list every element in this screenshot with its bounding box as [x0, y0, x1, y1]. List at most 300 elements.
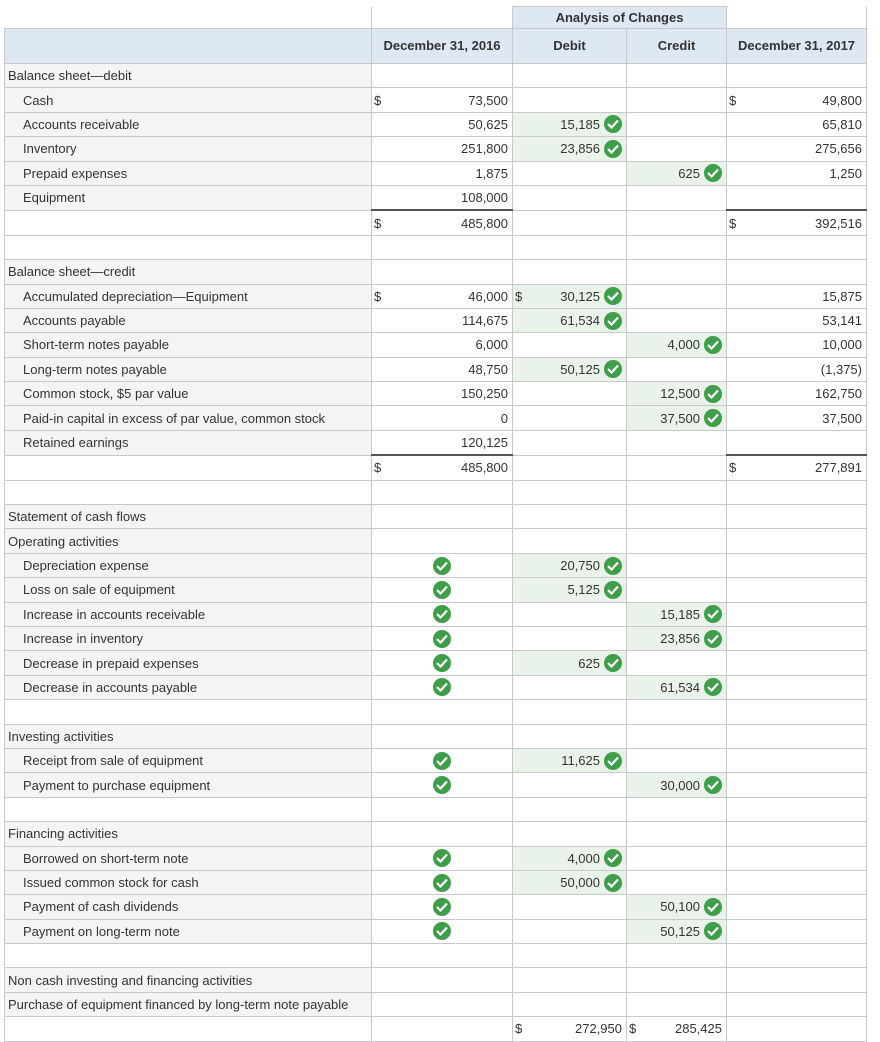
- credit-cell[interactable]: [627, 137, 727, 161]
- empty-cell: [727, 529, 867, 553]
- begin-cell[interactable]: [372, 112, 513, 136]
- table-row: [5, 919, 867, 943]
- empty-cell: [727, 944, 867, 968]
- begin-cell[interactable]: [372, 284, 513, 308]
- empty-cell: [727, 846, 867, 870]
- check-cell: [372, 675, 513, 699]
- credit-cell[interactable]: [627, 430, 727, 455]
- spacer-row: [5, 700, 867, 724]
- dollar-sign: $: [374, 215, 382, 231]
- empty-cell: [727, 260, 867, 284]
- begin-cell-value[interactable]: 150,250: [461, 386, 508, 402]
- end-cell[interactable]: [727, 333, 867, 357]
- end-cell-value[interactable]: 37,500: [822, 410, 862, 426]
- credit-cell-value[interactable]: 37,500: [660, 410, 700, 426]
- check-cell: [372, 919, 513, 943]
- total-end-cell-value[interactable]: 392,516: [815, 215, 862, 231]
- begin-cell-value[interactable]: 251,800: [461, 141, 508, 157]
- empty-cell: [727, 797, 867, 821]
- row-label: Retained earnings: [5, 430, 372, 455]
- empty-cell: [627, 455, 727, 480]
- empty-cell: [513, 235, 627, 259]
- section-label: Investing activities: [5, 724, 372, 748]
- debit-cell[interactable]: [513, 675, 627, 699]
- check-icon: [704, 164, 722, 182]
- end-cell[interactable]: [727, 161, 867, 185]
- empty-cell: [627, 797, 727, 821]
- check-cell: [372, 578, 513, 602]
- total-row: [5, 455, 867, 480]
- empty-cell: [372, 64, 513, 88]
- check-icon: [433, 557, 451, 575]
- grand-total-credit-cell[interactable]: [627, 1017, 727, 1041]
- empty-cell: [372, 724, 513, 748]
- begin-cell-value[interactable]: 73,500: [468, 92, 508, 108]
- empty-cell: [513, 700, 627, 724]
- check-cell: [372, 773, 513, 797]
- spacer-row: [5, 944, 867, 968]
- debit-cell[interactable]: [513, 284, 627, 308]
- end-cell-value[interactable]: 275,656: [815, 141, 862, 157]
- begin-cell[interactable]: [372, 161, 513, 185]
- credit-cell[interactable]: [627, 675, 727, 699]
- section-label: Financing activities: [5, 822, 372, 846]
- check-icon: [604, 581, 622, 599]
- empty-cell: [513, 64, 627, 88]
- spacer-row: [5, 235, 867, 259]
- credit-cell[interactable]: [627, 112, 727, 136]
- credit-cell-value[interactable]: 61,534: [660, 679, 700, 695]
- end-cell-value[interactable]: 162,750: [815, 386, 862, 402]
- empty-cell: [727, 919, 867, 943]
- end-cell-value[interactable]: 10,000: [822, 337, 862, 353]
- begin-cell-value[interactable]: 50,625: [468, 116, 508, 132]
- debit-cell[interactable]: [513, 578, 627, 602]
- debit-cell[interactable]: [513, 308, 627, 332]
- row-label: Common stock, $5 par value: [5, 382, 372, 406]
- begin-cell[interactable]: [372, 382, 513, 406]
- check-icon: [433, 752, 451, 770]
- debit-cell-value[interactable]: 5,125: [567, 582, 600, 598]
- begin-cell-value[interactable]: 6,000: [475, 337, 508, 353]
- empty-cell: [627, 992, 727, 1016]
- credit-cell-value[interactable]: 30,000: [660, 777, 700, 793]
- debit-cell[interactable]: [513, 161, 627, 185]
- worksheet-table: [4, 6, 867, 1042]
- table-row: [5, 185, 867, 210]
- debit-cell-value[interactable]: 11,625: [561, 753, 600, 769]
- empty-cell: [513, 505, 627, 529]
- empty-cell: [727, 480, 867, 504]
- credit-cell[interactable]: [627, 382, 727, 406]
- check-cell: [372, 553, 513, 577]
- debit-cell-value[interactable]: 23,856: [560, 141, 600, 157]
- empty-cell: [372, 260, 513, 284]
- check-icon: [704, 605, 722, 623]
- table-row: [5, 846, 867, 870]
- section-row: [5, 724, 867, 748]
- credit-cell[interactable]: [627, 357, 727, 381]
- empty-cell: [372, 480, 513, 504]
- empty-cell: [513, 797, 627, 821]
- debit-cell[interactable]: [513, 88, 627, 112]
- begin-cell[interactable]: [372, 185, 513, 210]
- dollar-sign: $: [729, 215, 737, 231]
- check-icon: [433, 605, 451, 623]
- debit-cell[interactable]: [513, 626, 627, 650]
- credit-cell-value[interactable]: 4,000: [667, 337, 700, 353]
- table-row: [5, 357, 867, 381]
- empty-cell: [627, 505, 727, 529]
- empty-cell: [627, 64, 727, 88]
- col-header-end: December 31, 2017: [727, 29, 867, 64]
- end-cell-value[interactable]: 15,875: [822, 288, 862, 304]
- empty-cell: [5, 944, 372, 968]
- section-label: Purchase of equipment financed by long-term note payable: [5, 992, 372, 1016]
- empty-cell: [627, 480, 727, 504]
- debit-cell[interactable]: [513, 846, 627, 870]
- check-cell: [372, 870, 513, 894]
- grand-total-debit-cell[interactable]: [513, 1017, 627, 1041]
- col-header-debit: Debit: [513, 29, 627, 64]
- grand-total-credit-cell-value[interactable]: 285,425: [675, 1021, 722, 1037]
- empty-cell: [5, 700, 372, 724]
- debit-cell[interactable]: [513, 553, 627, 577]
- table-row: [5, 773, 867, 797]
- begin-cell-value[interactable]: 108,000: [461, 190, 508, 206]
- check-icon: [704, 336, 722, 354]
- check-cell: [372, 651, 513, 675]
- debit-cell[interactable]: [513, 430, 627, 455]
- debit-cell[interactable]: [513, 137, 627, 161]
- empty-cell: [627, 700, 727, 724]
- debit-cell-value[interactable]: 30,125: [560, 288, 600, 304]
- row-label: Inventory: [5, 137, 372, 161]
- debit-cell[interactable]: [513, 112, 627, 136]
- row-label: Depreciation expense: [5, 553, 372, 577]
- row-label: Payment on long-term note: [5, 919, 372, 943]
- table-row: [5, 333, 867, 357]
- credit-cell-value[interactable]: 50,125: [660, 923, 700, 939]
- debit-cell[interactable]: [513, 919, 627, 943]
- check-icon: [704, 776, 722, 794]
- credit-cell[interactable]: [627, 919, 727, 943]
- end-cell[interactable]: [727, 308, 867, 332]
- end-cell-value[interactable]: 53,141: [822, 313, 862, 329]
- check-icon: [433, 874, 451, 892]
- begin-cell[interactable]: [372, 430, 513, 455]
- debit-cell[interactable]: [513, 333, 627, 357]
- row-label: Issued common stock for cash: [5, 870, 372, 894]
- credit-cell[interactable]: [627, 651, 727, 675]
- credit-cell[interactable]: [627, 553, 727, 577]
- credit-cell[interactable]: [627, 602, 727, 626]
- debit-cell-value[interactable]: 4,000: [567, 850, 600, 866]
- table-row: [5, 308, 867, 332]
- check-cell: [372, 895, 513, 919]
- dollar-sign: $: [515, 1021, 523, 1037]
- credit-cell[interactable]: [627, 406, 727, 430]
- table-row: [5, 137, 867, 161]
- check-icon: [604, 752, 622, 770]
- empty-cell: [727, 651, 867, 675]
- table-row: [5, 284, 867, 308]
- check-icon: [604, 557, 622, 575]
- empty-cell: [627, 235, 727, 259]
- credit-cell-value[interactable]: 50,100: [660, 899, 700, 915]
- end-cell[interactable]: [727, 112, 867, 136]
- empty-cell: [5, 455, 372, 480]
- debit-cell[interactable]: [513, 602, 627, 626]
- debit-cell-value[interactable]: 15,185: [560, 116, 600, 132]
- section-row: [5, 968, 867, 992]
- credit-cell[interactable]: [627, 308, 727, 332]
- total-end-cell[interactable]: [727, 455, 867, 480]
- debit-cell-value[interactable]: 61,534: [560, 313, 600, 329]
- table-row: [5, 895, 867, 919]
- table-row: [5, 578, 867, 602]
- check-icon: [604, 140, 622, 158]
- begin-cell[interactable]: [372, 137, 513, 161]
- begin-cell-value[interactable]: 0: [500, 410, 508, 426]
- table-row: [5, 651, 867, 675]
- spacer-row: [5, 480, 867, 504]
- end-cell-value[interactable]: 65,810: [822, 116, 862, 132]
- total-row: [5, 210, 867, 235]
- table-row: [5, 88, 867, 112]
- empty-cell: [513, 822, 627, 846]
- empty-cell: [513, 210, 627, 235]
- row-label: Payment of cash dividends: [5, 895, 372, 919]
- begin-cell[interactable]: [372, 406, 513, 430]
- check-icon: [433, 630, 451, 648]
- total-end-cell[interactable]: [727, 210, 867, 235]
- table-row: [5, 553, 867, 577]
- row-label: Short-term notes payable: [5, 333, 372, 357]
- empty-cell: [627, 944, 727, 968]
- empty-cell: [513, 944, 627, 968]
- check-icon: [604, 287, 622, 305]
- row-label: Increase in accounts receivable: [5, 602, 372, 626]
- row-label: Long-term notes payable: [5, 357, 372, 381]
- row-label: Receipt from sale of equipment: [5, 748, 372, 772]
- section-label: Statement of cash flows: [5, 505, 372, 529]
- end-cell[interactable]: [727, 88, 867, 112]
- end-cell-value[interactable]: (1,375): [820, 361, 862, 377]
- total-begin-cell[interactable]: [372, 455, 513, 480]
- begin-cell[interactable]: [372, 88, 513, 112]
- credit-cell-value[interactable]: 23,856: [660, 631, 700, 647]
- check-icon: [433, 922, 451, 940]
- dollar-sign: $: [374, 92, 382, 108]
- table-row: [5, 430, 867, 455]
- section-label: Balance sheet—debit: [5, 64, 372, 88]
- empty-cell: [627, 260, 727, 284]
- empty-cell: [727, 675, 867, 699]
- table-row: [5, 602, 867, 626]
- end-cell-value[interactable]: 49,800: [822, 92, 862, 108]
- section-row: [5, 822, 867, 846]
- check-cell: [372, 626, 513, 650]
- empty-cell: [5, 235, 372, 259]
- empty-cell: [727, 553, 867, 577]
- total-begin-cell[interactable]: [372, 210, 513, 235]
- total-begin-cell-value[interactable]: 485,800: [461, 460, 508, 476]
- empty-cell: [627, 724, 727, 748]
- empty-cell: [727, 992, 867, 1016]
- begin-cell[interactable]: [372, 308, 513, 332]
- check-icon: [604, 874, 622, 892]
- end-cell[interactable]: [727, 430, 867, 455]
- row-label: Cash: [5, 88, 372, 112]
- begin-cell-value[interactable]: 1,875: [475, 165, 508, 181]
- col-header-credit: Credit: [627, 29, 727, 64]
- section-row: [5, 260, 867, 284]
- debit-cell[interactable]: [513, 406, 627, 430]
- end-cell[interactable]: [727, 137, 867, 161]
- credit-cell[interactable]: [627, 773, 727, 797]
- empty-cell: [627, 529, 727, 553]
- credit-cell[interactable]: [627, 846, 727, 870]
- debit-cell-value[interactable]: 50,125: [560, 361, 600, 377]
- empty-cell: [727, 773, 867, 797]
- check-icon: [604, 360, 622, 378]
- empty-cell: [372, 992, 513, 1016]
- table-row: [5, 112, 867, 136]
- table-row: [5, 748, 867, 772]
- row-label: Increase in inventory: [5, 626, 372, 650]
- end-cell-value[interactable]: 1,250: [829, 165, 862, 181]
- empty-cell: [727, 895, 867, 919]
- debit-cell-value[interactable]: 50,000: [560, 875, 600, 891]
- empty-cell: [627, 210, 727, 235]
- credit-cell[interactable]: [627, 161, 727, 185]
- empty-cell: [727, 822, 867, 846]
- begin-cell-value[interactable]: 114,675: [461, 313, 508, 329]
- dollar-sign: $: [729, 92, 737, 108]
- analysis-of-changes-title: Analysis of Changes: [513, 7, 727, 29]
- spacer-row: [5, 797, 867, 821]
- empty-cell: [513, 455, 627, 480]
- credit-cell[interactable]: [627, 870, 727, 894]
- empty-cell: [727, 602, 867, 626]
- check-icon: [433, 654, 451, 672]
- header-row-2: [5, 29, 867, 64]
- check-icon: [433, 849, 451, 867]
- empty-cell: [727, 1017, 867, 1041]
- grand-total-debit-cell-value[interactable]: 272,950: [575, 1021, 622, 1037]
- empty-cell: [727, 724, 867, 748]
- empty-cell: [513, 992, 627, 1016]
- empty-cell: [513, 968, 627, 992]
- worksheet: [4, 6, 866, 1042]
- empty-cell: [513, 260, 627, 284]
- empty-cell: [513, 480, 627, 504]
- debit-cell[interactable]: [513, 357, 627, 381]
- empty-cell: [5, 1017, 372, 1041]
- check-icon: [704, 678, 722, 696]
- end-cell[interactable]: [727, 357, 867, 381]
- total-begin-cell-value[interactable]: 485,800: [461, 215, 508, 231]
- section-label: Non cash investing and financing activities: [5, 968, 372, 992]
- credit-cell[interactable]: [627, 284, 727, 308]
- section-row: [5, 64, 867, 88]
- dollar-sign: $: [729, 460, 737, 476]
- check-cell: [372, 748, 513, 772]
- debit-cell[interactable]: [513, 748, 627, 772]
- begin-cell[interactable]: [372, 333, 513, 357]
- empty-cell: [372, 505, 513, 529]
- credit-cell[interactable]: [627, 333, 727, 357]
- header-row-1: [5, 7, 867, 29]
- row-label: Payment to purchase equipment: [5, 773, 372, 797]
- begin-cell-value[interactable]: 48,750: [468, 361, 508, 377]
- row-label: Decrease in accounts payable: [5, 675, 372, 699]
- debit-cell[interactable]: [513, 870, 627, 894]
- empty-cell: [627, 968, 727, 992]
- credit-cell[interactable]: [627, 185, 727, 210]
- begin-cell[interactable]: [372, 357, 513, 381]
- debit-cell[interactable]: [513, 895, 627, 919]
- dollar-sign: $: [374, 288, 382, 304]
- row-label: Decrease in prepaid expenses: [5, 651, 372, 675]
- total-end-cell-value[interactable]: 277,891: [815, 460, 862, 476]
- credit-cell[interactable]: [627, 578, 727, 602]
- end-cell[interactable]: [727, 406, 867, 430]
- col-header-begin: December 31, 2016: [372, 29, 513, 64]
- end-cell[interactable]: [727, 382, 867, 406]
- debit-cell[interactable]: [513, 382, 627, 406]
- begin-cell-value[interactable]: 46,000: [468, 288, 508, 304]
- row-label: Accounts payable: [5, 308, 372, 332]
- empty-cell: [372, 700, 513, 724]
- credit-cell-value[interactable]: 15,185: [660, 606, 700, 622]
- empty-cell: [727, 64, 867, 88]
- row-label: Equipment: [5, 185, 372, 210]
- empty-cell: [727, 578, 867, 602]
- debit-cell[interactable]: [513, 651, 627, 675]
- row-label: Prepaid expenses: [5, 161, 372, 185]
- credit-cell-value[interactable]: 12,500: [660, 386, 700, 402]
- debit-cell-value[interactable]: 625: [578, 655, 600, 671]
- end-cell[interactable]: [727, 284, 867, 308]
- empty-cell: [727, 235, 867, 259]
- debit-cell[interactable]: [513, 773, 627, 797]
- empty-cell: [513, 529, 627, 553]
- table-row: [5, 382, 867, 406]
- empty-cell: [727, 505, 867, 529]
- empty-cell: [372, 944, 513, 968]
- credit-cell[interactable]: [627, 748, 727, 772]
- debit-cell[interactable]: [513, 185, 627, 210]
- empty-cell: [372, 822, 513, 846]
- debit-cell-value[interactable]: 20,750: [560, 558, 600, 573]
- end-cell[interactable]: [727, 185, 867, 210]
- credit-cell[interactable]: [627, 895, 727, 919]
- credit-cell-value[interactable]: 625: [678, 165, 700, 181]
- credit-cell[interactable]: [627, 88, 727, 112]
- credit-cell[interactable]: [627, 626, 727, 650]
- check-icon: [704, 922, 722, 940]
- empty-cell: [5, 210, 372, 235]
- check-icon: [704, 385, 722, 403]
- dollar-sign: $: [629, 1021, 637, 1037]
- grand-total-row: [5, 1017, 867, 1041]
- begin-cell-value[interactable]: 120,125: [461, 435, 508, 451]
- section-row: [5, 505, 867, 529]
- row-label: Paid-in capital in excess of par value, common stock: [5, 406, 372, 430]
- table-row: [5, 675, 867, 699]
